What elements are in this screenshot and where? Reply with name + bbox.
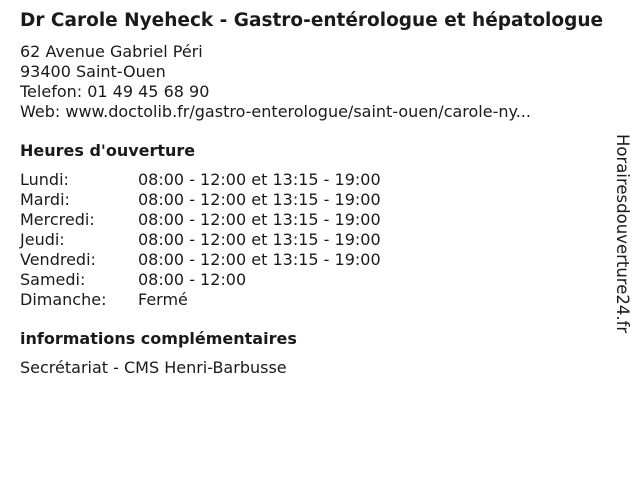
time-range: 08:00 - 12:00 et 13:15 - 19:00 — [138, 210, 381, 229]
info-text: Secrétariat - CMS Henri-Barbusse — [20, 358, 287, 377]
hours-row-vendredi — [20, 250, 605, 270]
page-title: Dr Carole Nyeheck - Gastro-entérologue et hépatologue — [20, 10, 604, 31]
hours-row-dimanche — [20, 290, 605, 310]
hours-row-mardi — [20, 190, 605, 210]
hours-row-lundi — [20, 170, 605, 190]
hours-row-jeudi — [20, 230, 605, 250]
website-link[interactable]: Web: www.doctolib.fr/gastro-enterologue/saint-ouen/carole-ny... — [20, 102, 531, 121]
info-heading: informations complémentaires — [20, 329, 297, 348]
day-label: Mercredi: — [20, 210, 95, 229]
day-label: Samedi: — [20, 270, 86, 289]
time-range: 08:00 - 12:00 et 13:15 - 19:00 — [138, 230, 381, 249]
hours-row-samedi — [20, 270, 605, 290]
watermark-text: Horairesdouverture24.fr — [613, 134, 632, 334]
phone-number: Telefon: 01 49 45 68 90 — [20, 82, 210, 101]
time-range: 08:00 - 12:00 et 13:15 - 19:00 — [138, 250, 381, 269]
time-range: 08:00 - 12:00 et 13:15 - 19:00 — [138, 190, 381, 209]
time-range: Fermé — [138, 290, 188, 309]
time-range: 08:00 - 12:00 et 13:15 - 19:00 — [138, 170, 381, 189]
street-address: 62 Avenue Gabriel Péri — [20, 42, 203, 61]
day-label: Dimanche: — [20, 290, 107, 309]
day-label: Lundi: — [20, 170, 69, 189]
hours-heading: Heures d'ouverture — [20, 141, 196, 160]
day-label: Jeudi: — [20, 230, 65, 249]
address-block — [20, 42, 605, 122]
hours-table — [20, 170, 605, 310]
city-postcode: 93400 Saint-Ouen — [20, 62, 166, 81]
time-range: 08:00 - 12:00 — [138, 270, 247, 289]
site-watermark — [612, 134, 632, 374]
listing-card — [20, 10, 605, 378]
day-label: Vendredi: — [20, 250, 96, 269]
hours-row-mercredi — [20, 210, 605, 230]
day-label: Mardi: — [20, 190, 70, 209]
